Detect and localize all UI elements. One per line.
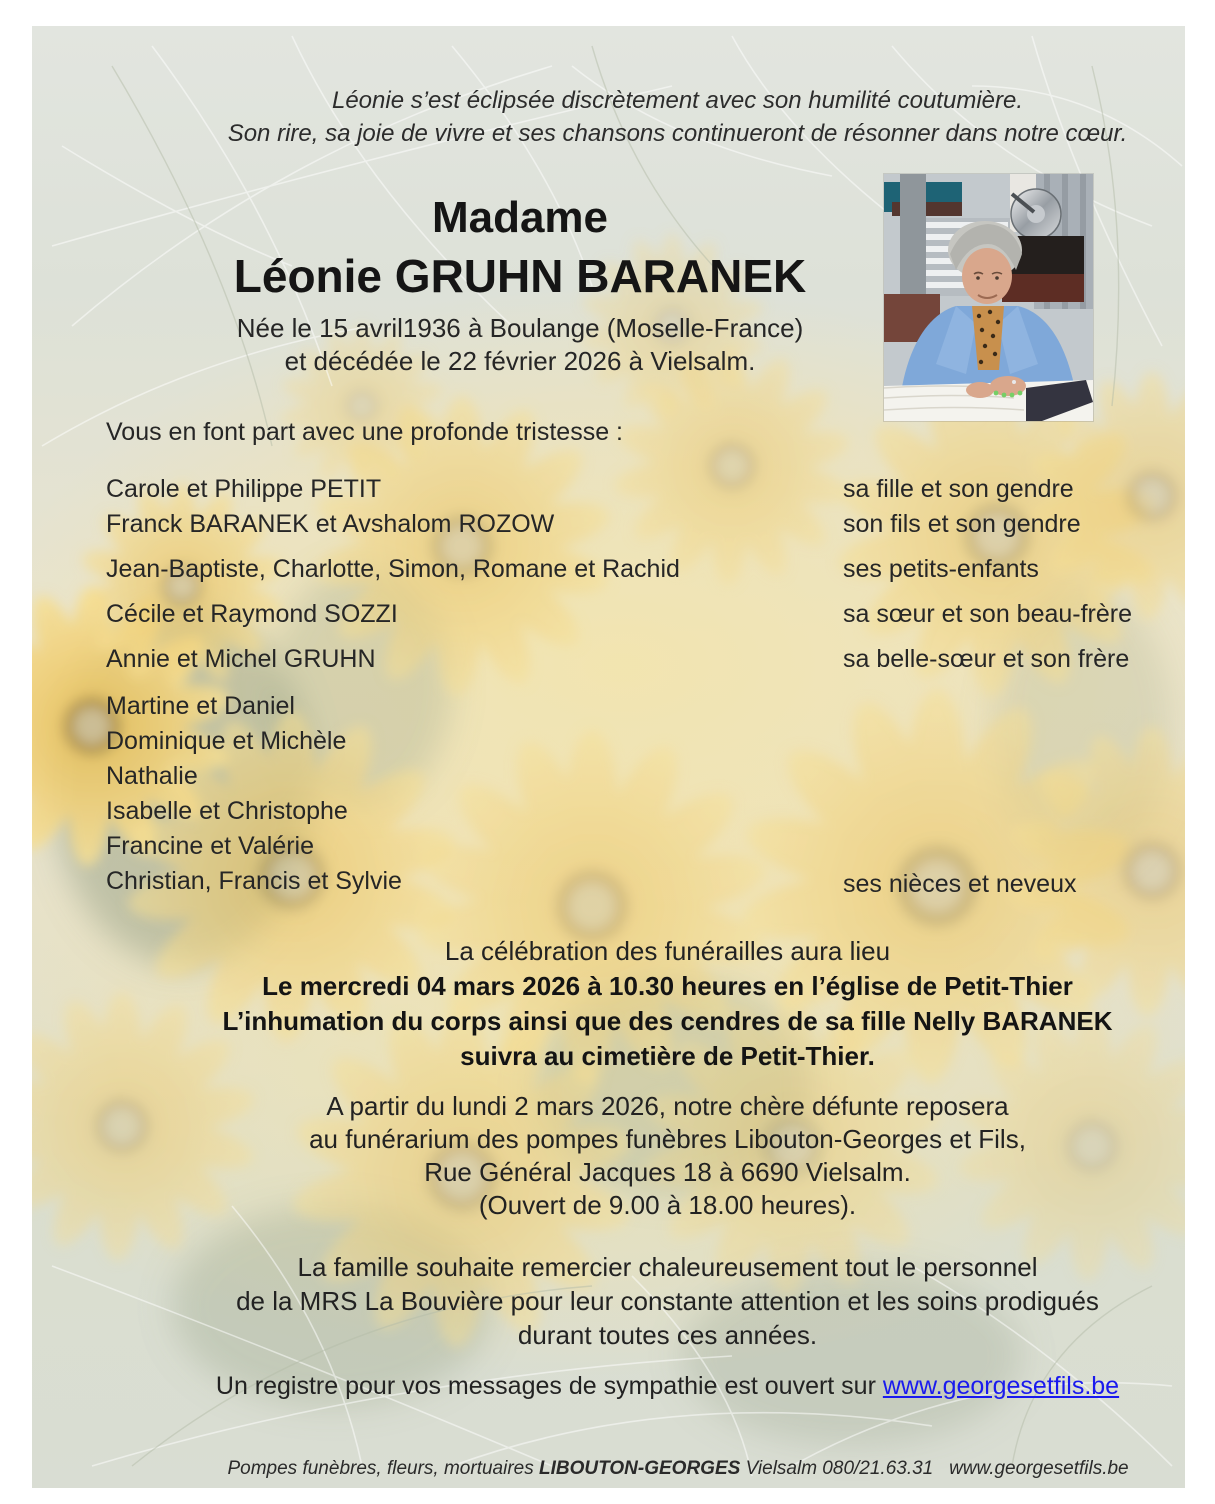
repose-block [140, 1090, 1195, 1222]
footer-brand: LIBOUTON-GEORGES [539, 1458, 741, 1479]
portrait-illustration [884, 174, 1093, 421]
repose-line-1: A partir du lundi 2 mars 2026, notre chère défunte reposera [326, 1091, 1009, 1121]
birth-line: Née le 15 avril1936 à Boulange (Moselle-France) [236, 313, 804, 343]
registry-text: Un registre pour vos messages de sympathie est ouvert sur [215, 1372, 883, 1400]
thanks-line-2: de la MRS La Bouvière pour leur constante attention et les soins prodigués [236, 1286, 1099, 1316]
family-names: Isabelle et Christophe [106, 797, 348, 825]
thanks-line-3: durant toutes ces années. [517, 1320, 818, 1350]
announcement-line: Vous en font part avec une profonde tristesse : [106, 418, 623, 446]
family-names: Nathalie [106, 762, 198, 790]
death-line: et décédée le 22 février 2026 à Vielsalm. [284, 346, 756, 376]
ceremony-line-2: L’inhumation du corps ainsi que des cendres de sa fille Nelly BARANEK [222, 1006, 1113, 1036]
intro-line-1: Léonie s’est éclipsée discrètement avec son humilité coutumière. [331, 87, 1024, 114]
repose-line-2: au funérarium des pompes funèbres Libouton-Georges et Fils, [309, 1124, 1026, 1154]
family-names: Francine et Valérie [106, 832, 314, 860]
family-names: Dominique et Michèle [106, 727, 347, 755]
nieces-group [106, 689, 1166, 899]
family-row [106, 597, 1166, 632]
thanks-block [140, 1250, 1195, 1352]
family-relation: ses petits-enfants [843, 555, 1039, 583]
registry-link[interactable]: www.georgesetfils.be [882, 1372, 1120, 1400]
family-row [106, 472, 1166, 507]
portrait-photo [884, 174, 1093, 421]
family-relation: ses nièces et neveux [843, 870, 1077, 898]
ceremony-intro: La célébration des funérailles aura lieu [444, 936, 891, 966]
family-names: Martine et Daniel [106, 692, 295, 720]
family-names: Carole et Philippe PETIT [106, 475, 382, 503]
family-relation: sa fille et son gendre [843, 475, 1074, 503]
ceremony-line-3: suivra au cimetière de Petit-Thier. [460, 1041, 875, 1071]
thanks-line-1: La famille souhaite remercier chaleureusement tout le personnel [297, 1252, 1038, 1282]
family-names: Annie et Michel GRUHN [106, 645, 376, 673]
family-row [106, 507, 1166, 542]
family-relation: sa sœur et son beau-frère [843, 600, 1133, 628]
title-madame: Madame [431, 193, 609, 242]
family-names: Christian, Francis et Sylvie [106, 867, 402, 895]
family-names: Franck BARANEK et Avshalom ROZOW [106, 510, 555, 538]
footer-prefix: Pompes funèbres, fleurs, mortuaires [227, 1458, 540, 1479]
family-row [106, 642, 1166, 677]
footer-suffix: Vielsalm 080/21.63.31 www.georgesetfils.be [740, 1458, 1129, 1479]
family-relation: son fils et son gendre [843, 510, 1081, 538]
title-block [100, 190, 940, 378]
family-names: Jean-Baptiste, Charlotte, Simon, Romane et Rachid [106, 555, 680, 583]
family-relation: sa belle-sœur et son frère [843, 645, 1130, 673]
intro-line-2: Son rire, sa joie de vivre et ses chansons continueront de résonner dans notre cœur. [227, 120, 1128, 147]
family-list [106, 472, 1166, 899]
family-names: Cécile et Raymond SOZZI [106, 600, 398, 628]
intro-quote [140, 84, 1215, 150]
deceased-name: Léonie GRUHN BARANEK [233, 250, 807, 302]
ceremony-block [140, 934, 1195, 1074]
repose-line-4: (Ouvert de 9.00 à 18.00 heures). [478, 1190, 857, 1220]
ceremony-line-1: Le mercredi 04 mars 2026 à 10.30 heures en l’église de Petit-Thier [262, 971, 1073, 1001]
family-row [106, 552, 1166, 587]
repose-line-3: Rue Général Jacques 18 à 6690 Vielsalm. [424, 1157, 911, 1187]
footer-line [140, 1436, 1195, 1502]
registry-line [140, 1372, 1195, 1401]
